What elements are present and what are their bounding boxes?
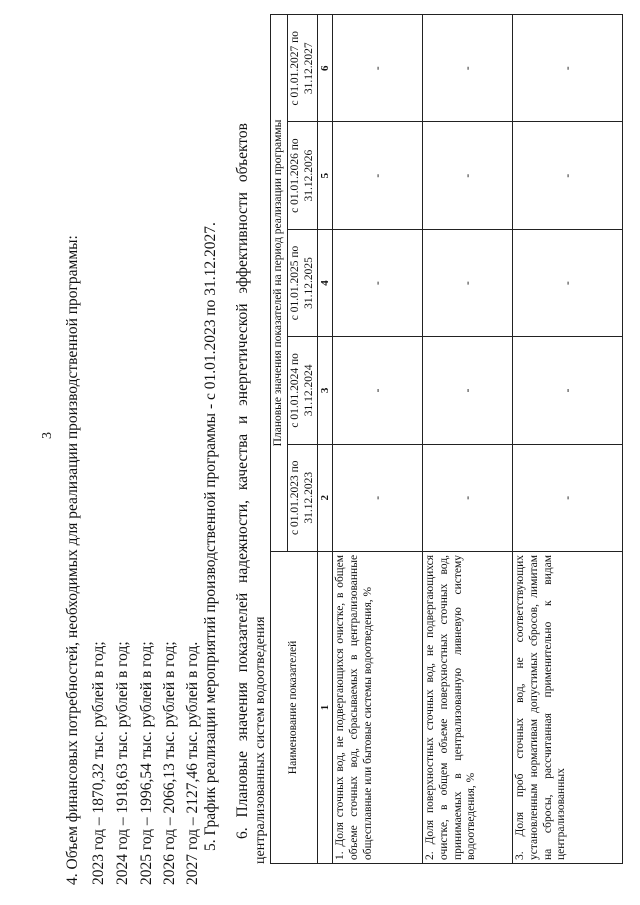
header-period-2025: с 01.01.2025 по 31.12.2025	[287, 229, 318, 336]
section4-heading: 4. Объем финансовых потребностей, необходимых для реализации производственной программы:	[64, 235, 81, 885]
header-indicator-name: Наименование показателей	[271, 551, 318, 863]
indicators-table	[270, 14, 623, 864]
row-name: 3. Доля проб сточных вод, не соответствующих установленным нормативам допустимых сбросов, лимитам на сбросы, рассчитанная применительно к видам централизованных	[513, 551, 623, 863]
header-period-2026: с 01.01.2026 по 31.12.2026	[287, 122, 318, 229]
row-name: 1. Доля сточных вод, не подвергающихся очистке, в общем объеме сточных вод, сбрасываемых в централизованные общесплавные или бытовые системы водоотведения, %	[333, 551, 423, 863]
section4-line-2027: 2027 год – 2127,46 тыс. рублей в год.	[184, 641, 201, 885]
row-value: -	[513, 122, 623, 229]
section4-line-2023: 2023 год – 1870,32 тыс. рублей в год;	[90, 641, 107, 885]
col-number: 5	[318, 122, 333, 229]
row-value: -	[333, 229, 423, 336]
row-value: -	[333, 122, 423, 229]
row-value: -	[423, 337, 513, 444]
col-number: 1	[318, 551, 333, 863]
section5-text: 5. График реализации мероприятий производственной программы - с 01.01.2023 по 31.12.2027.	[202, 222, 219, 851]
row-value: -	[333, 15, 423, 122]
table-row	[513, 15, 623, 864]
row-value: -	[513, 444, 623, 551]
row-value: -	[423, 229, 513, 336]
col-number: 4	[318, 229, 333, 336]
row-value: -	[513, 229, 623, 336]
header-period-2027: с 01.01.2027 по 31.12.2027	[287, 15, 318, 122]
table-row	[423, 15, 513, 864]
table-row	[333, 15, 423, 864]
row-value: -	[423, 122, 513, 229]
col-number: 6	[318, 15, 333, 122]
section4-line-2025: 2025 год – 1996,54 тыс. рублей в год;	[138, 641, 155, 885]
section6-heading-cont: централизованных систем водоотведения	[253, 616, 268, 864]
section4-line-2024: 2024 год – 1918,63 тыс. рублей в год;	[114, 641, 131, 885]
row-name: 2. Доля поверхностных сточных вод, не подвергающихся очистке, в общем объеме поверхностных сточных вод, принимаемых в централизованную ливневую систему водоотведения, %	[423, 551, 513, 863]
section6-heading: 6. Плановые значения показателей надежности, качества и энергетической эффективности объектов	[234, 123, 251, 839]
row-value: -	[513, 15, 623, 122]
header-planned-values: Плановые значения показателей на период реализации программы	[271, 15, 288, 552]
page-number: 3	[40, 432, 55, 439]
row-value: -	[333, 444, 423, 551]
col-number: 3	[318, 337, 333, 444]
row-value: -	[423, 15, 513, 122]
row-value: -	[513, 337, 623, 444]
header-period-2024: с 01.01.2024 по 31.12.2024	[287, 337, 318, 444]
section4-line-2026: 2026 год – 2066,13 тыс. рублей в год;	[161, 641, 178, 885]
header-period-2023: с 01.01.2023 по 31.12.2023	[287, 444, 318, 551]
row-value: -	[333, 337, 423, 444]
row-value: -	[423, 444, 513, 551]
col-number: 2	[318, 444, 333, 551]
